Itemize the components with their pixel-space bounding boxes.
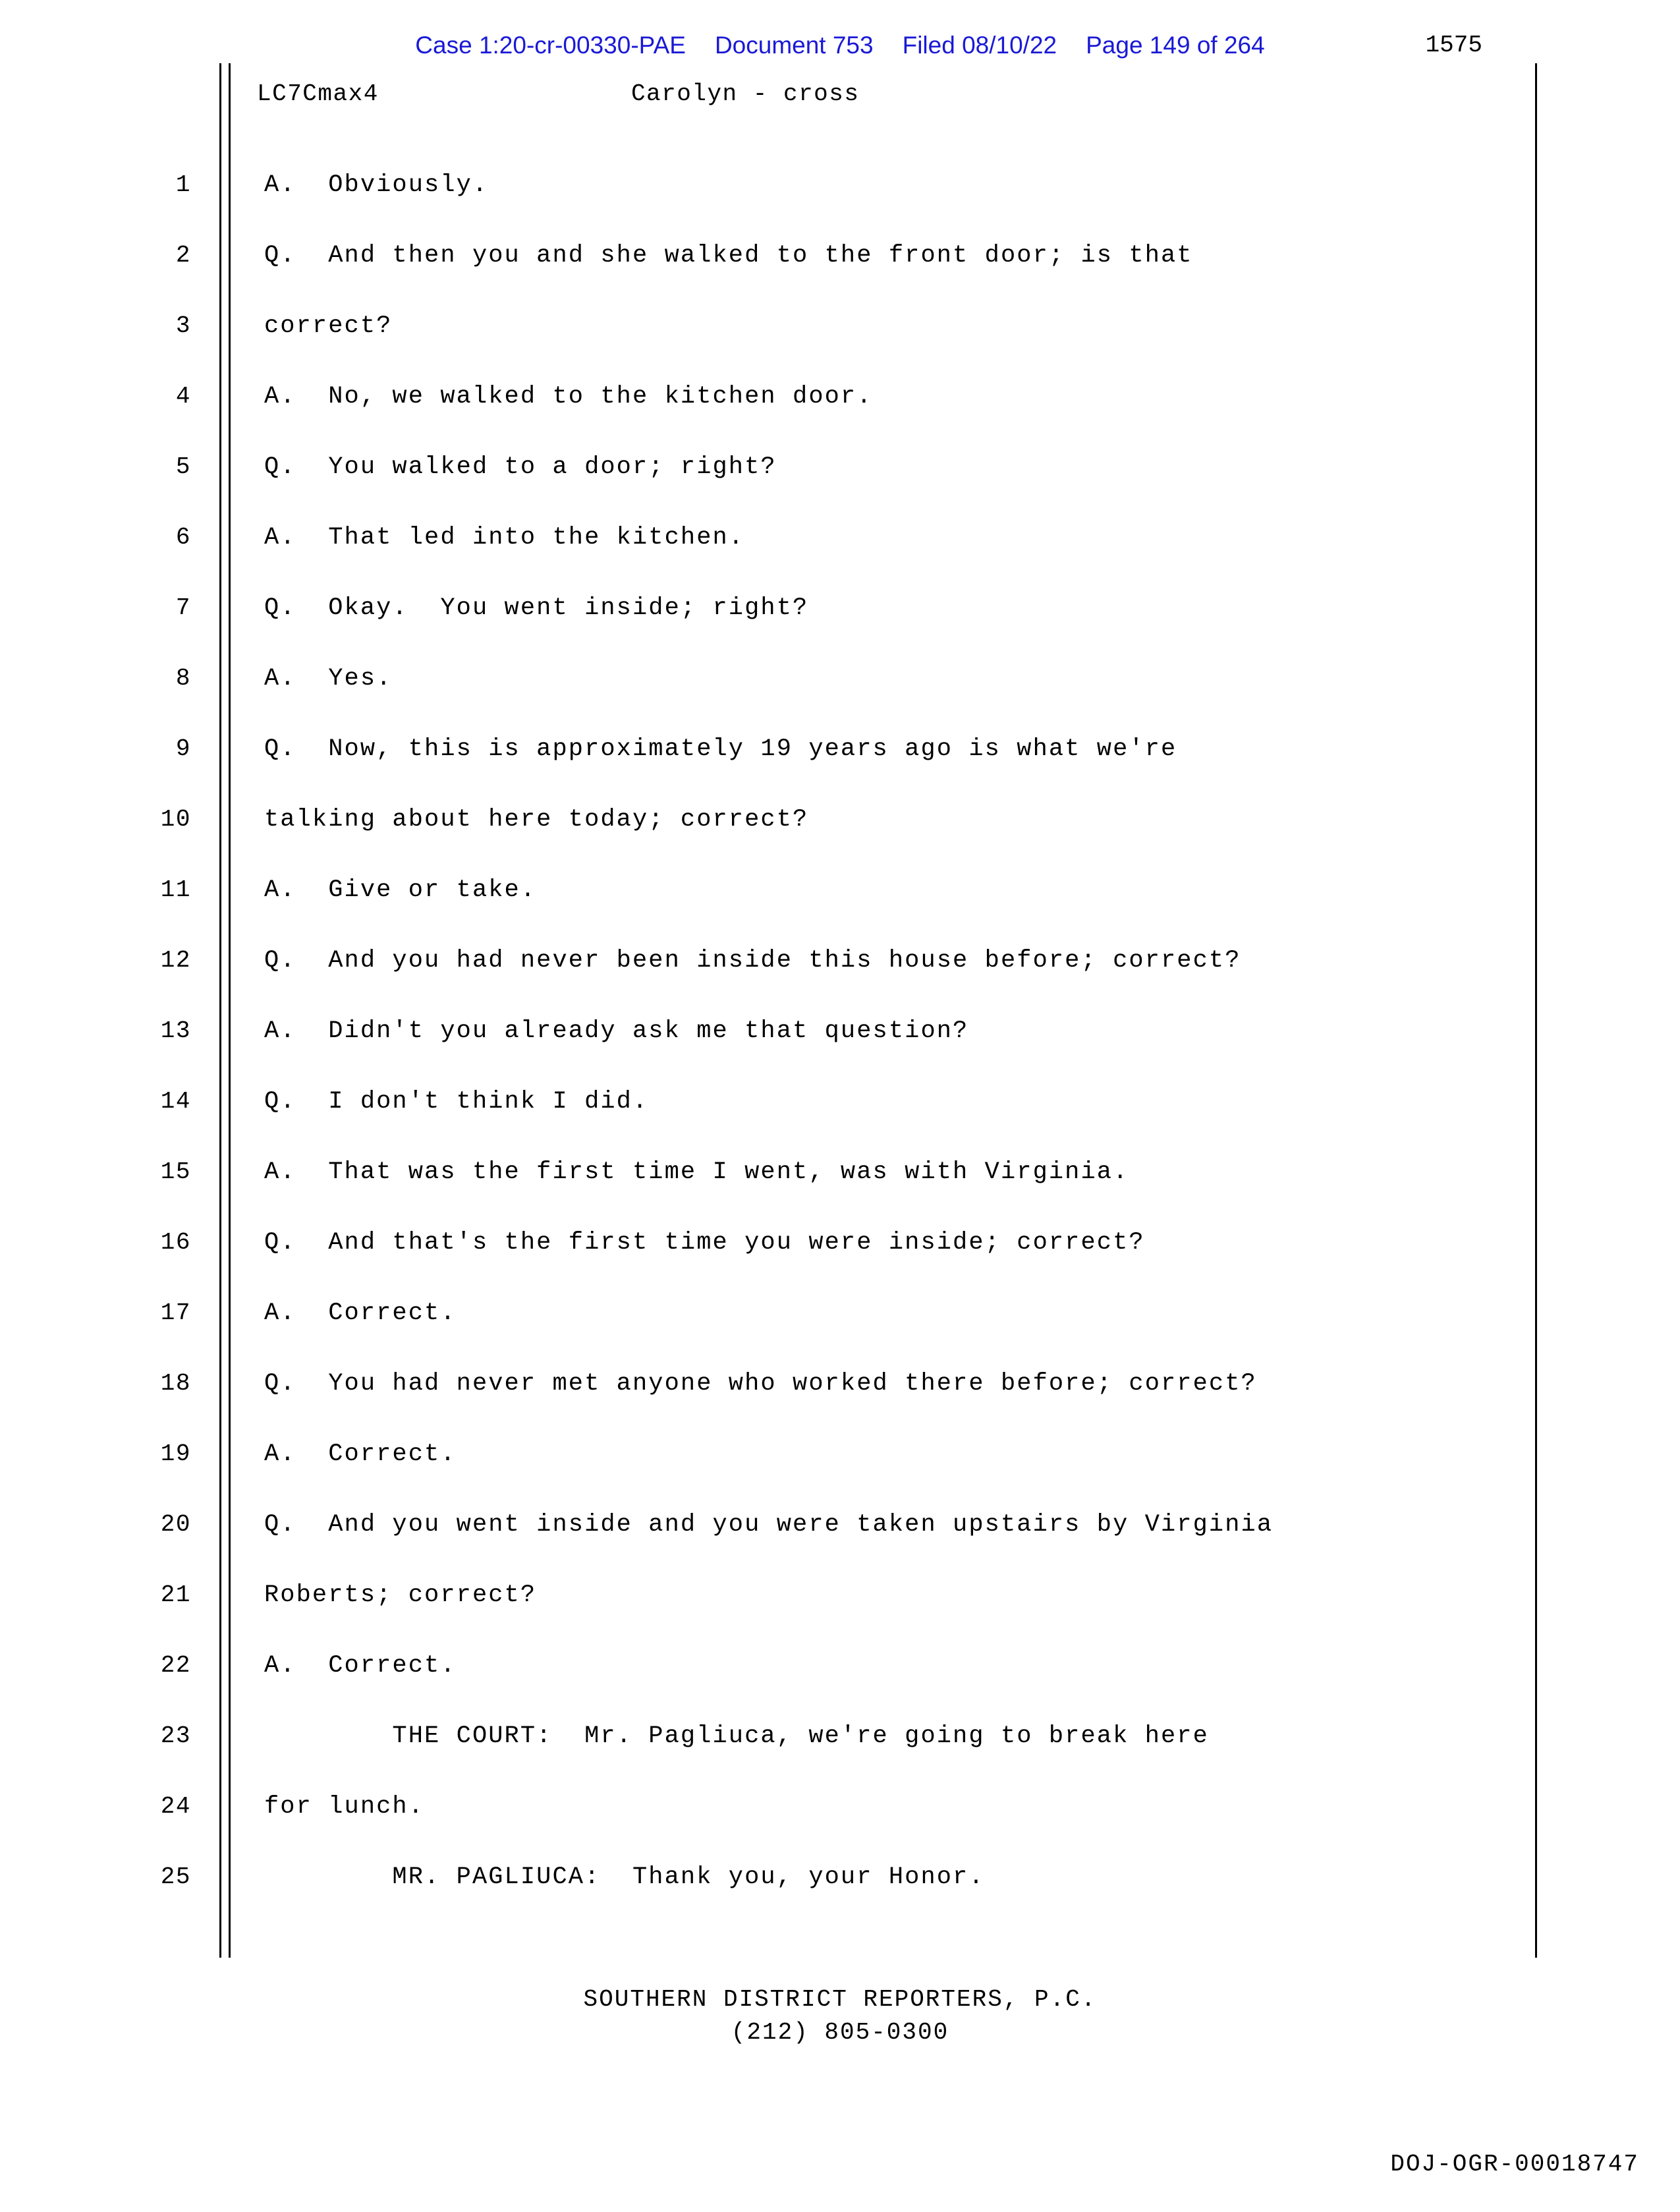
- line-text: Q. Okay. You went inside; right?: [264, 594, 809, 622]
- transcript-file-id: LC7Cmax4: [257, 80, 379, 107]
- bates-number: DOJ-OGR-00018747: [1390, 2151, 1639, 2178]
- line-number: 9: [175, 735, 191, 762]
- transcript-line: [0, 1220, 1680, 1290]
- line-number: 23: [160, 1722, 191, 1749]
- transcript-line: [0, 515, 1680, 585]
- line-text: A. Correct.: [264, 1440, 457, 1468]
- ecf-case-number: Case 1:20-cr-00330-PAE: [415, 32, 686, 59]
- transcript-line: [0, 867, 1680, 938]
- line-number: 13: [160, 1017, 191, 1044]
- line-number: 16: [160, 1229, 191, 1256]
- transcript-line: [0, 1713, 1680, 1784]
- line-number: 15: [160, 1158, 191, 1185]
- transcript-line: [0, 1431, 1680, 1502]
- line-number: 18: [160, 1370, 191, 1397]
- line-number: 21: [160, 1581, 191, 1608]
- line-text: Roberts; correct?: [264, 1581, 537, 1609]
- transcript-line: [0, 162, 1680, 233]
- line-text: Q. And that's the first time you were inside; correct?: [264, 1229, 1145, 1257]
- line-number: 11: [160, 876, 191, 903]
- transcript-line: [0, 1008, 1680, 1079]
- line-number: 22: [160, 1652, 191, 1679]
- line-number: 10: [160, 806, 191, 833]
- transcript-line: [0, 1572, 1680, 1643]
- transcript-line: [0, 233, 1680, 303]
- transcript-line: [0, 374, 1680, 444]
- reporter-phone: (212) 805-0300: [731, 2019, 949, 2046]
- line-number: 2: [175, 242, 191, 269]
- transcript-line: [0, 1854, 1680, 1925]
- line-text: Q. You had never met anyone who worked there before; correct?: [264, 1370, 1257, 1398]
- line-number: 6: [175, 524, 191, 551]
- ecf-filed-date: Filed 08/10/22: [902, 32, 1057, 59]
- page-footer: [0, 1983, 1680, 2049]
- line-number: 8: [175, 665, 191, 692]
- line-text: A. Obviously.: [264, 171, 489, 199]
- line-text: A. Yes.: [264, 665, 393, 693]
- line-text: THE COURT: Mr. Pagliuca, we're going to break here: [264, 1722, 1209, 1750]
- line-text: A. That led into the kitchen.: [264, 524, 745, 552]
- line-number: 20: [160, 1511, 191, 1538]
- line-text: A. Correct.: [264, 1652, 457, 1680]
- transcript-line: [0, 726, 1680, 797]
- line-number: 25: [160, 1863, 191, 1890]
- ecf-document-number: Document 753: [714, 32, 874, 59]
- line-number: 4: [175, 383, 191, 410]
- line-text: MR. PAGLIUCA: Thank you, your Honor.: [264, 1863, 985, 1891]
- line-number: 1: [175, 171, 191, 198]
- transcript-line: [0, 797, 1680, 867]
- line-number: 17: [160, 1299, 191, 1326]
- transcript-line: [0, 1502, 1680, 1572]
- transcript-line: [0, 1149, 1680, 1220]
- transcript-line: [0, 303, 1680, 374]
- line-number: 5: [175, 453, 191, 480]
- transcript-line: [0, 585, 1680, 656]
- line-text: A. Correct.: [264, 1299, 457, 1327]
- transcript-witness-label: Carolyn - cross: [630, 80, 860, 107]
- transcript-line: [0, 938, 1680, 1008]
- line-number: 3: [175, 312, 191, 339]
- line-text: A. Didn't you already ask me that question?: [264, 1017, 969, 1045]
- line-text: Q. I don't think I did.: [264, 1088, 649, 1116]
- line-text: Q. You walked to a door; right?: [264, 453, 777, 481]
- line-number: 24: [160, 1793, 191, 1820]
- line-number: 7: [175, 594, 191, 621]
- line-number: 12: [160, 947, 191, 974]
- transcript-line: [0, 1290, 1680, 1361]
- line-number: 14: [160, 1088, 191, 1115]
- transcript-running-header: [257, 80, 1509, 107]
- line-text: A. Give or take.: [264, 876, 537, 904]
- transcript-page-number: 1575: [1425, 32, 1482, 59]
- line-text: A. That was the first time I went, was with Virginia.: [264, 1158, 1129, 1186]
- transcript-line: [0, 1361, 1680, 1431]
- transcript-line: [0, 444, 1680, 515]
- line-text: Q. And then you and she walked to the front door; is that: [264, 242, 1193, 269]
- line-text: Q. And you had never been inside this house before; correct?: [264, 947, 1241, 975]
- ecf-page-indicator: Page 149 of 264: [1086, 32, 1265, 59]
- line-text: correct?: [264, 312, 393, 340]
- line-text: talking about here today; correct?: [264, 806, 809, 834]
- line-text: Q. Now, this is approximately 19 years ago is what we're: [264, 735, 1177, 763]
- line-text: A. No, we walked to the kitchen door.: [264, 383, 873, 411]
- transcript-line: [0, 656, 1680, 726]
- transcript-line: [0, 1784, 1680, 1854]
- line-text: for lunch.: [264, 1793, 425, 1821]
- line-number: 19: [160, 1440, 191, 1467]
- transcript-body: [0, 162, 1680, 1925]
- transcript-line: [0, 1643, 1680, 1713]
- line-text: Q. And you went inside and you were taken upstairs by Virginia: [264, 1511, 1274, 1539]
- transcript-line: [0, 1079, 1680, 1149]
- reporter-name: SOUTHERN DISTRICT REPORTERS, P.C.: [583, 1986, 1097, 2013]
